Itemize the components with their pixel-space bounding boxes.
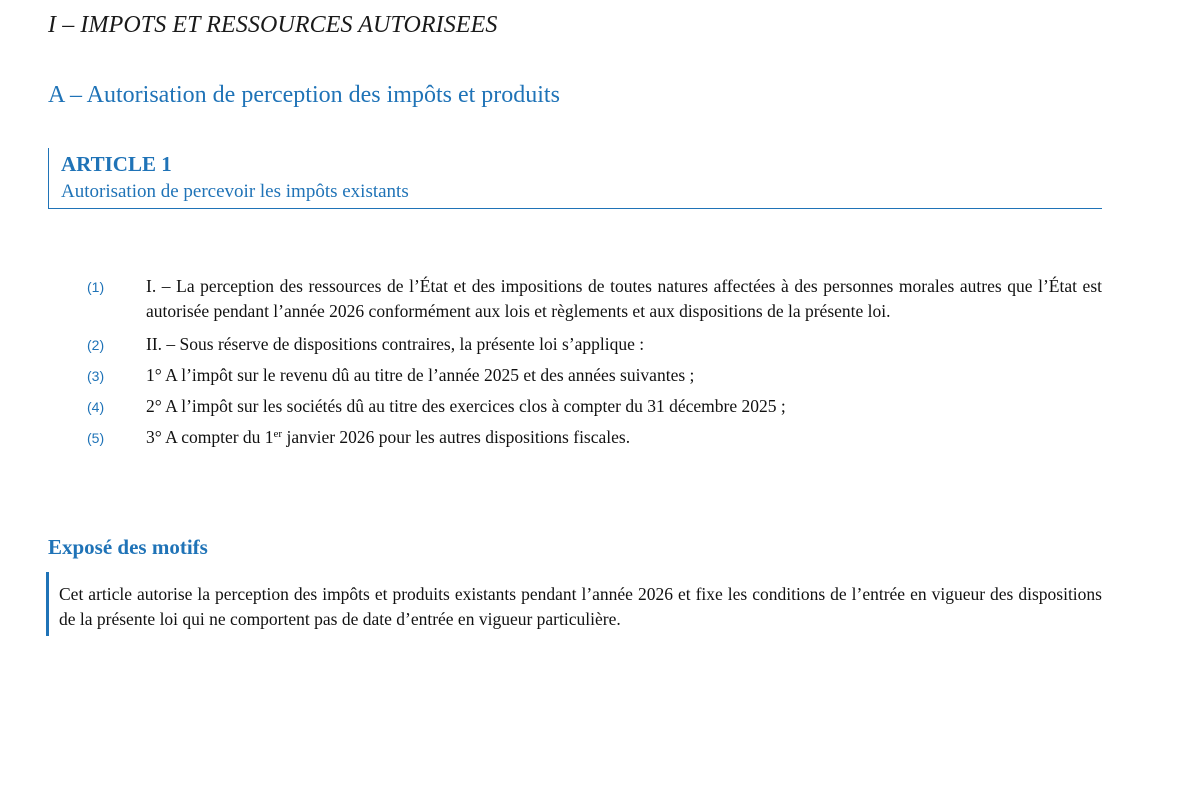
alinea-text-part: janvier 2026 pour les autres dispositions fiscales.	[282, 427, 631, 447]
alinea-text: 2° A l’impôt sur les sociétés dû au titre des exercices clos à compter du 31 décembre 2025 ;	[146, 396, 786, 416]
alinea-text	[146, 425, 1102, 450]
ordinal-superscript: er	[273, 428, 283, 440]
section-title: A – Autorisation de perception des impôts et produits	[48, 82, 560, 108]
alinea-text: II. – Sous réserve de dispositions contraires, la présente loi s’applique :	[146, 334, 645, 354]
motifs-title: Exposé des motifs	[48, 535, 208, 559]
motifs-box	[46, 572, 1102, 636]
alinea-text: 1° A l’impôt sur le revenu dû au titre de l’année 2025 et des années suivantes ;	[146, 365, 695, 385]
part-title: I – IMPOTS ET RESSOURCES AUTORISEES	[48, 12, 498, 38]
alinea-number: (2)	[87, 337, 105, 353]
alinea-number: (4)	[87, 399, 105, 415]
alinea-text: I. – La perception des ressources de l’État et des impositions de toutes natures affectées à des personnes morales autres que l’État est autorisée pendant l’année 2026 conformément aux lois et règlements et aux dispositions de la présente loi.	[146, 276, 1102, 321]
alinea-number: (3)	[87, 368, 105, 384]
article-header	[48, 148, 1102, 209]
motifs-text: Cet article autorise la perception des impôts et produits existants pendant l’année 2026 et fixe les conditions de l’entrée en vigueur des dispositions de la présente loi qui ne comportent pas de date d’entrée en vigueur particulière.	[59, 584, 1102, 629]
alinea-number: (5)	[87, 430, 105, 446]
alinea-number: (1)	[87, 279, 105, 295]
alinea-text-part: 3° A compter du 1	[146, 427, 274, 447]
article-title: Autorisation de percevoir les impôts existants	[61, 181, 409, 202]
article-number: ARTICLE 1	[61, 152, 172, 176]
